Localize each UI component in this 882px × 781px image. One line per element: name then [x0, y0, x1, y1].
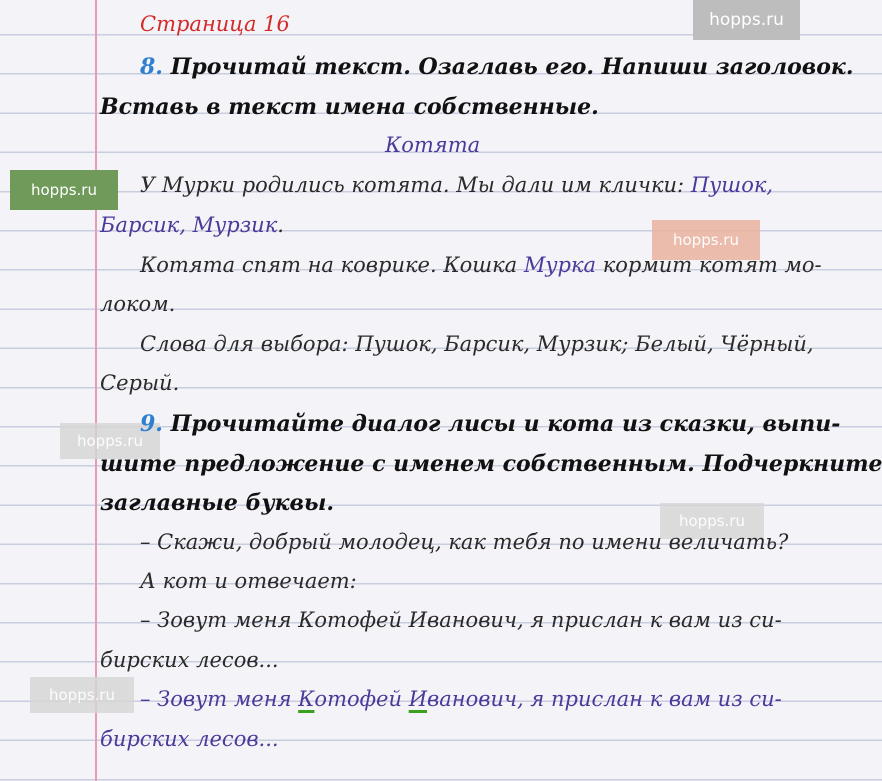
- paragraph2-line2: локом.: [100, 292, 176, 316]
- task9-instruction-line1: Прочитайте диалог лисы и кота из сказки, выпи-: [170, 411, 841, 437]
- paragraph1-text: У Мурки родились котята. Мы дали им клички:: [140, 173, 691, 197]
- watermark-faint-bottom: hopps.ru: [30, 677, 134, 713]
- task9-instruction-line2: шите предложение с именем собственным. Подчеркните: [100, 451, 882, 477]
- answer-text-end: , я прислан к вам из си-: [517, 687, 782, 711]
- task9-instruction-line3: заглавные буквы.: [100, 490, 334, 516]
- dialog-line2: А кот и отвечает:: [140, 569, 357, 593]
- task9-number: 9.: [140, 411, 163, 437]
- name-murka: Мурка: [523, 253, 597, 277]
- task8-instruction-line1: Прочитай текст. Озаглавь его. Напиши заголовок.: [170, 54, 854, 80]
- name-pushok: Пушок,: [690, 173, 774, 197]
- dialog-line4: бирских лесов...: [100, 648, 279, 672]
- task9-line1: [140, 413, 840, 435]
- answer-text-start: – Зовут меня: [140, 687, 299, 711]
- notebook-margin-line: [95, 0, 97, 781]
- underlined-capital-i: И: [408, 687, 428, 711]
- task8-line1: [140, 56, 853, 78]
- paragraph2-line1: [140, 255, 822, 276]
- paragraph1-line2: [100, 215, 284, 236]
- answer-line2: бирских лесов...: [100, 727, 279, 751]
- paragraph1-line1: [140, 175, 773, 196]
- watermark-green: hopps.ru: [10, 170, 118, 210]
- answer-kotofey-rest: отофей: [314, 687, 409, 711]
- task8-number: 8.: [140, 54, 163, 80]
- word-choice-line2: Серый.: [100, 371, 180, 395]
- paragraph1-period: .: [277, 213, 284, 237]
- text-title: Котята: [385, 133, 481, 157]
- name-murzik: Мурзик: [192, 213, 278, 237]
- watermark-peach: hopps.ru: [652, 220, 760, 260]
- underlined-capital-k: К: [298, 687, 315, 711]
- paragraph2-end: кормит котят мо-: [596, 253, 822, 277]
- page-header: Страница 16: [140, 12, 290, 36]
- name-barsik: Барсик,: [100, 213, 186, 237]
- watermark-faint-left: hopps.ru: [60, 423, 160, 459]
- dialog-line3: – Зовут меня Котофей Иванович, я прислан к вам из си-: [140, 608, 782, 632]
- dialog-line1: – Скажи, добрый молодец, как тебя по имени величать?: [140, 530, 789, 554]
- answer-ivanovich-rest: ванович: [427, 687, 518, 711]
- paragraph2-text: Котята спят на коврике. Кошка: [140, 253, 524, 277]
- task8-instruction-line2: Вставь в текст имена собственные.: [100, 94, 599, 120]
- watermark-top-right: hopps.ru: [693, 0, 800, 40]
- answer-line1: [140, 689, 782, 710]
- watermark-faint-right: hopps.ru: [660, 503, 764, 539]
- word-choice-line1: Слова для выбора: Пушок, Барсик, Мурзик; Белый, Чёрный,: [140, 332, 814, 356]
